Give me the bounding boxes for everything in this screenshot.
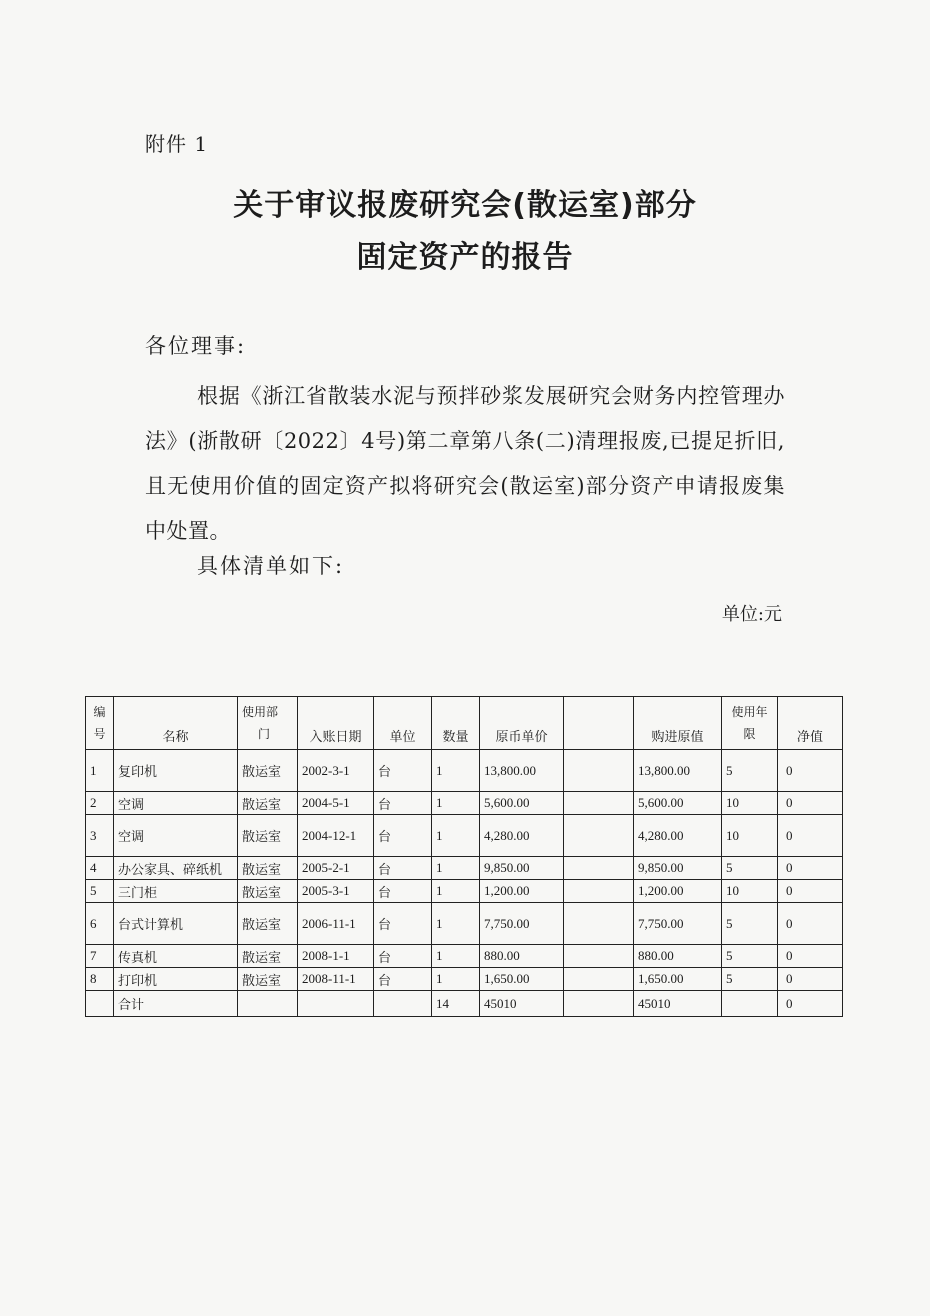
cell-blank <box>564 792 634 815</box>
cell-price: 880.00 <box>480 945 564 968</box>
cell-net: 0 <box>778 968 843 991</box>
header-life-top: 使用年 <box>731 705 768 719</box>
header-name: 名称 <box>114 697 238 750</box>
cell-net: 0 <box>778 792 843 815</box>
cell-no: 2 <box>86 792 114 815</box>
cell-no: 7 <box>86 945 114 968</box>
cell-blank <box>564 815 634 857</box>
total-cell-blank <box>564 991 634 1017</box>
cell-name: 空调 <box>114 815 238 857</box>
header-net: 净值 <box>778 697 843 750</box>
document-title-line1: 关于审议报废研究会(散运室)部分 <box>233 188 697 223</box>
total-cell-cost: 45010 <box>634 991 722 1017</box>
total-cell-qty: 14 <box>432 991 480 1017</box>
table-row <box>86 792 843 815</box>
header-life <box>722 697 778 750</box>
cell-life: 5 <box>722 750 778 792</box>
header-dept-bottom: 门 <box>258 727 271 741</box>
cell-name: 台式计算机 <box>114 903 238 945</box>
asset-table-body <box>86 750 843 1017</box>
cell-no: 4 <box>86 857 114 880</box>
cell-no: 6 <box>86 903 114 945</box>
cell-qty: 1 <box>432 968 480 991</box>
header-no <box>86 697 114 750</box>
cell-dept: 散运室 <box>238 792 298 815</box>
cell-net: 0 <box>778 903 843 945</box>
table-row <box>86 880 843 903</box>
cell-blank <box>564 880 634 903</box>
header-life-bottom: 限 <box>743 727 756 741</box>
cell-dept: 散运室 <box>238 968 298 991</box>
attachment-label: 附件 1 <box>145 132 209 156</box>
cell-life: 10 <box>722 792 778 815</box>
cell-date: 2008-1-1 <box>298 945 374 968</box>
total-cell-unit <box>374 991 432 1017</box>
cell-qty: 1 <box>432 945 480 968</box>
cell-price: 1,200.00 <box>480 880 564 903</box>
table-row <box>86 750 843 792</box>
cell-life: 10 <box>722 815 778 857</box>
cell-price: 9,850.00 <box>480 857 564 880</box>
cell-net: 0 <box>778 857 843 880</box>
table-row <box>86 857 843 880</box>
cell-date: 2005-3-1 <box>298 880 374 903</box>
cell-blank <box>564 857 634 880</box>
header-unit: 单位 <box>374 697 432 750</box>
cell-life: 5 <box>722 968 778 991</box>
cell-price: 13,800.00 <box>480 750 564 792</box>
header-cost: 购进原值 <box>634 697 722 750</box>
total-cell-dept <box>238 991 298 1017</box>
cell-unit: 台 <box>374 815 432 857</box>
cell-net: 0 <box>778 945 843 968</box>
total-cell-net: 0 <box>778 991 843 1017</box>
cell-price: 1,650.00 <box>480 968 564 991</box>
cell-cost: 9,850.00 <box>634 857 722 880</box>
total-cell-no <box>86 991 114 1017</box>
cell-name: 办公家具、碎纸机 <box>114 857 238 880</box>
table-row <box>86 945 843 968</box>
table-total-row <box>86 991 843 1017</box>
cell-net: 0 <box>778 880 843 903</box>
document-title-line2: 固定资产的报告 <box>356 240 574 275</box>
cell-life: 10 <box>722 880 778 903</box>
cell-no: 3 <box>86 815 114 857</box>
cell-date: 2006-11-1 <box>298 903 374 945</box>
table-row <box>86 903 843 945</box>
cell-blank <box>564 945 634 968</box>
cell-cost: 1,650.00 <box>634 968 722 991</box>
cell-name: 传真机 <box>114 945 238 968</box>
list-intro: 具体清单如下: <box>197 554 345 578</box>
header-dept <box>238 697 298 750</box>
cell-no: 1 <box>86 750 114 792</box>
cell-dept: 散运室 <box>238 815 298 857</box>
cell-blank <box>564 750 634 792</box>
table-header-row <box>86 697 843 750</box>
cell-dept: 散运室 <box>238 750 298 792</box>
cell-life: 5 <box>722 903 778 945</box>
cell-cost: 880.00 <box>634 945 722 968</box>
cell-no: 8 <box>86 968 114 991</box>
cell-net: 0 <box>778 815 843 857</box>
cell-price: 7,750.00 <box>480 903 564 945</box>
cell-name: 三门柜 <box>114 880 238 903</box>
cell-qty: 1 <box>432 857 480 880</box>
cell-dept: 散运室 <box>238 857 298 880</box>
cell-unit: 台 <box>374 903 432 945</box>
cell-name: 空调 <box>114 792 238 815</box>
total-cell-life <box>722 991 778 1017</box>
cell-cost: 7,750.00 <box>634 903 722 945</box>
cell-date: 2002-3-1 <box>298 750 374 792</box>
cell-qty: 1 <box>432 815 480 857</box>
cell-unit: 台 <box>374 750 432 792</box>
cell-qty: 1 <box>432 903 480 945</box>
header-blank <box>564 697 634 750</box>
cell-cost: 1,200.00 <box>634 880 722 903</box>
cell-qty: 1 <box>432 792 480 815</box>
cell-date: 2008-11-1 <box>298 968 374 991</box>
unit-label: 单位:元 <box>721 604 782 625</box>
header-date: 入账日期 <box>298 697 374 750</box>
cell-name: 复印机 <box>114 750 238 792</box>
asset-table <box>85 696 843 1017</box>
cell-cost: 5,600.00 <box>634 792 722 815</box>
total-cell-price: 45010 <box>480 991 564 1017</box>
cell-cost: 4,280.00 <box>634 815 722 857</box>
cell-cost: 13,800.00 <box>634 750 722 792</box>
header-no-bottom: 号 <box>93 727 106 741</box>
cell-unit: 台 <box>374 968 432 991</box>
cell-unit: 台 <box>374 792 432 815</box>
header-qty: 数量 <box>432 697 480 750</box>
cell-blank <box>564 968 634 991</box>
cell-no: 5 <box>86 880 114 903</box>
cell-qty: 1 <box>432 750 480 792</box>
cell-unit: 台 <box>374 945 432 968</box>
cell-dept: 散运室 <box>238 945 298 968</box>
header-dept-top: 使用部 <box>242 705 279 719</box>
cell-life: 5 <box>722 857 778 880</box>
table-row <box>86 815 843 857</box>
cell-dept: 散运室 <box>238 903 298 945</box>
cell-name: 打印机 <box>114 968 238 991</box>
salutation: 各位理事: <box>145 334 247 358</box>
cell-date: 2005-2-1 <box>298 857 374 880</box>
cell-unit: 台 <box>374 857 432 880</box>
cell-price: 5,600.00 <box>480 792 564 815</box>
cell-net: 0 <box>778 750 843 792</box>
body-paragraph: 根据《浙江省散装水泥与预拌砂浆发展研究会财务内控管理办法》(浙散研〔2022〕4号)第二章第八条(二)清理报废,已提足折旧,且无使用价值的固定资产拟将研究会(散运室)部分资产申请报废集中处置。 <box>145 384 785 543</box>
header-no-top: 编 <box>93 705 106 719</box>
cell-date: 2004-5-1 <box>298 792 374 815</box>
cell-qty: 1 <box>432 880 480 903</box>
header-price: 原币单价 <box>480 697 564 750</box>
cell-life: 5 <box>722 945 778 968</box>
cell-dept: 散运室 <box>238 880 298 903</box>
table-row <box>86 968 843 991</box>
cell-date: 2004-12-1 <box>298 815 374 857</box>
cell-unit: 台 <box>374 880 432 903</box>
total-cell-name: 合计 <box>114 991 238 1017</box>
cell-blank <box>564 903 634 945</box>
total-cell-date <box>298 991 374 1017</box>
cell-price: 4,280.00 <box>480 815 564 857</box>
